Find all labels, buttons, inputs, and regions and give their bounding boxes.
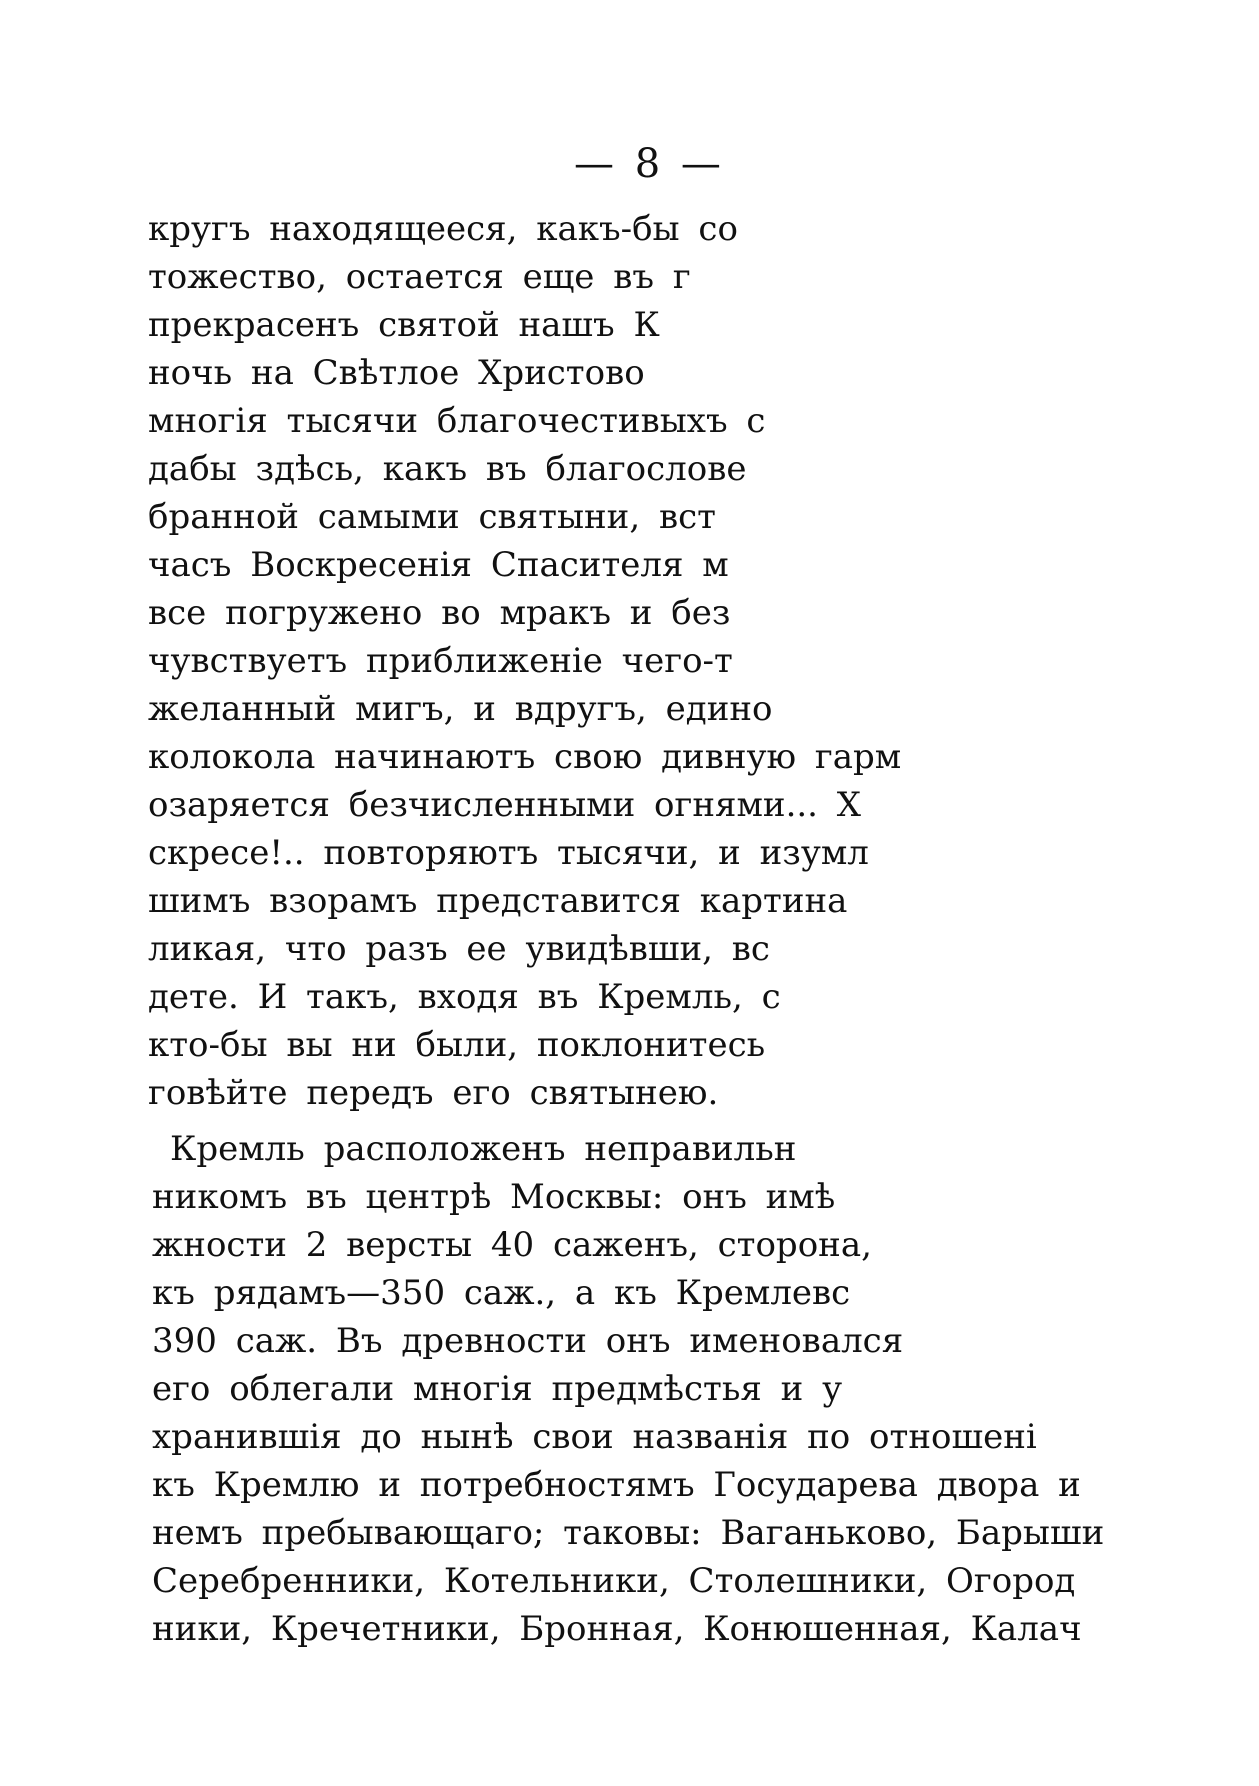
text-line: жности 2 версты 40 саженъ, сторона, [152, 1225, 872, 1265]
text-line: Серебренники, Котельники, Столешники, Огород [152, 1561, 1076, 1601]
text-line: 390 саж. Въ древности онъ именовался [152, 1321, 904, 1361]
text-line: бранной самыми святыни, вст [148, 497, 716, 537]
text-line: желанный мигъ, и вдругъ, едино [148, 689, 773, 729]
text-line: никомъ въ центрѣ Москвы: онъ имѣ [152, 1177, 836, 1217]
text-line: немъ пребывающаго; таковы: Ваганьково, Барыши [152, 1513, 1105, 1553]
text-line: колокола начинаютъ свою дивную гарм [148, 737, 902, 777]
text-line: прекрасенъ святой нашъ К [148, 305, 660, 345]
text-line: шимъ взорамъ представится картина [148, 881, 848, 921]
text-line: все погружено во мракъ и без [148, 593, 731, 633]
text-line: многія тысячи благочестивыхъ с [148, 401, 766, 441]
text-line: кто-бы вы ни были, поклонитесь [148, 1025, 766, 1065]
text-line: ники, Кречетники, Бронная, Конюшенная, Калач [152, 1609, 1082, 1649]
text-line: къ рядамъ—350 саж., а къ Кремлевс [152, 1273, 851, 1313]
text-line: Кремль расположенъ неправильн [170, 1129, 797, 1169]
text-line: его облегали многія предмѣстья и у [152, 1369, 843, 1409]
text-line: тожество, остается еще въ г [148, 257, 691, 297]
text-line: ночь на Свѣтлое Христово [148, 353, 645, 393]
text-line: озаряется безчисленными огнями... Х [148, 785, 861, 825]
text-line: къ Кремлю и потребностямъ Государева двора и [152, 1465, 1081, 1505]
text-line: ликая, что разъ ее увидѣвши, вс [148, 929, 770, 969]
text-line: говѣйте передъ его святынею. [148, 1073, 719, 1113]
text-line: дабы здѣсь, какъ въ благослове [148, 449, 747, 489]
text-line: чувствуетъ приближеніе чего-т [148, 641, 733, 681]
text-line: кругъ находящееся, какъ-бы со [148, 209, 738, 249]
text-line: часъ Воскресенія Спасителя м [148, 545, 729, 585]
page-number: — 8 — [574, 141, 725, 187]
text-line: дете. И такъ, входя въ Кремль, с [148, 977, 781, 1017]
text-line: хранившія до нынѣ свои названія по отношені [152, 1417, 1037, 1457]
text-line: скресе!.. повторяютъ тысячи, и изумл [148, 833, 869, 873]
